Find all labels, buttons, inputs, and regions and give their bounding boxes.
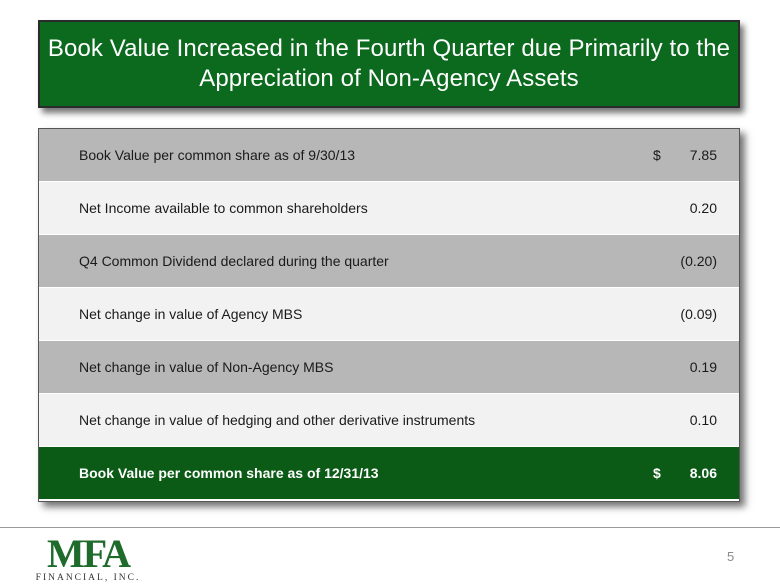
logo-letters: MFA xyxy=(46,532,130,576)
row-value: 7.85 xyxy=(689,147,717,163)
footer-divider xyxy=(0,527,780,528)
row-label: Book Value per common share as of 9/30/13 xyxy=(79,147,356,163)
table-row xyxy=(39,235,739,288)
page-number: 5 xyxy=(727,549,735,564)
row-value: (0.09) xyxy=(680,306,717,322)
table-row xyxy=(39,182,739,235)
logo-subtext: FINANCIAL, INC. xyxy=(35,573,141,582)
row-value: 0.20 xyxy=(689,200,717,216)
row-value: (0.20) xyxy=(680,253,717,269)
row-label: Net change in value of Agency MBS xyxy=(79,306,303,322)
table-row xyxy=(39,341,739,394)
slide-title-box xyxy=(38,20,740,108)
table-row xyxy=(39,129,739,182)
slide-title-line-2: Appreciation of Non-Agency Assets xyxy=(199,65,579,92)
row-label: Q4 Common Dividend declared during the quarter xyxy=(79,253,389,269)
table-total-row xyxy=(39,447,739,499)
total-label: Book Value per common share as of 12/31/13 xyxy=(79,465,379,481)
table-row xyxy=(39,288,739,341)
row-value: 0.10 xyxy=(689,412,717,428)
book-value-table xyxy=(38,128,740,502)
total-value: 8.06 xyxy=(689,465,717,481)
row-value: 0.19 xyxy=(689,359,717,375)
table-row xyxy=(39,394,739,447)
slide-title-line-1: Book Value Increased in the Fourth Quarter due Primarily to the xyxy=(47,35,731,62)
row-label: Net Income available to common shareholders xyxy=(79,200,368,216)
total-currency: $ xyxy=(653,465,661,481)
row-currency: $ xyxy=(653,147,661,163)
row-label: Net change in value of hedging and other derivative instruments xyxy=(79,412,476,428)
mfa-logo xyxy=(24,532,154,582)
row-label: Net change in value of Non-Agency MBS xyxy=(79,359,334,375)
